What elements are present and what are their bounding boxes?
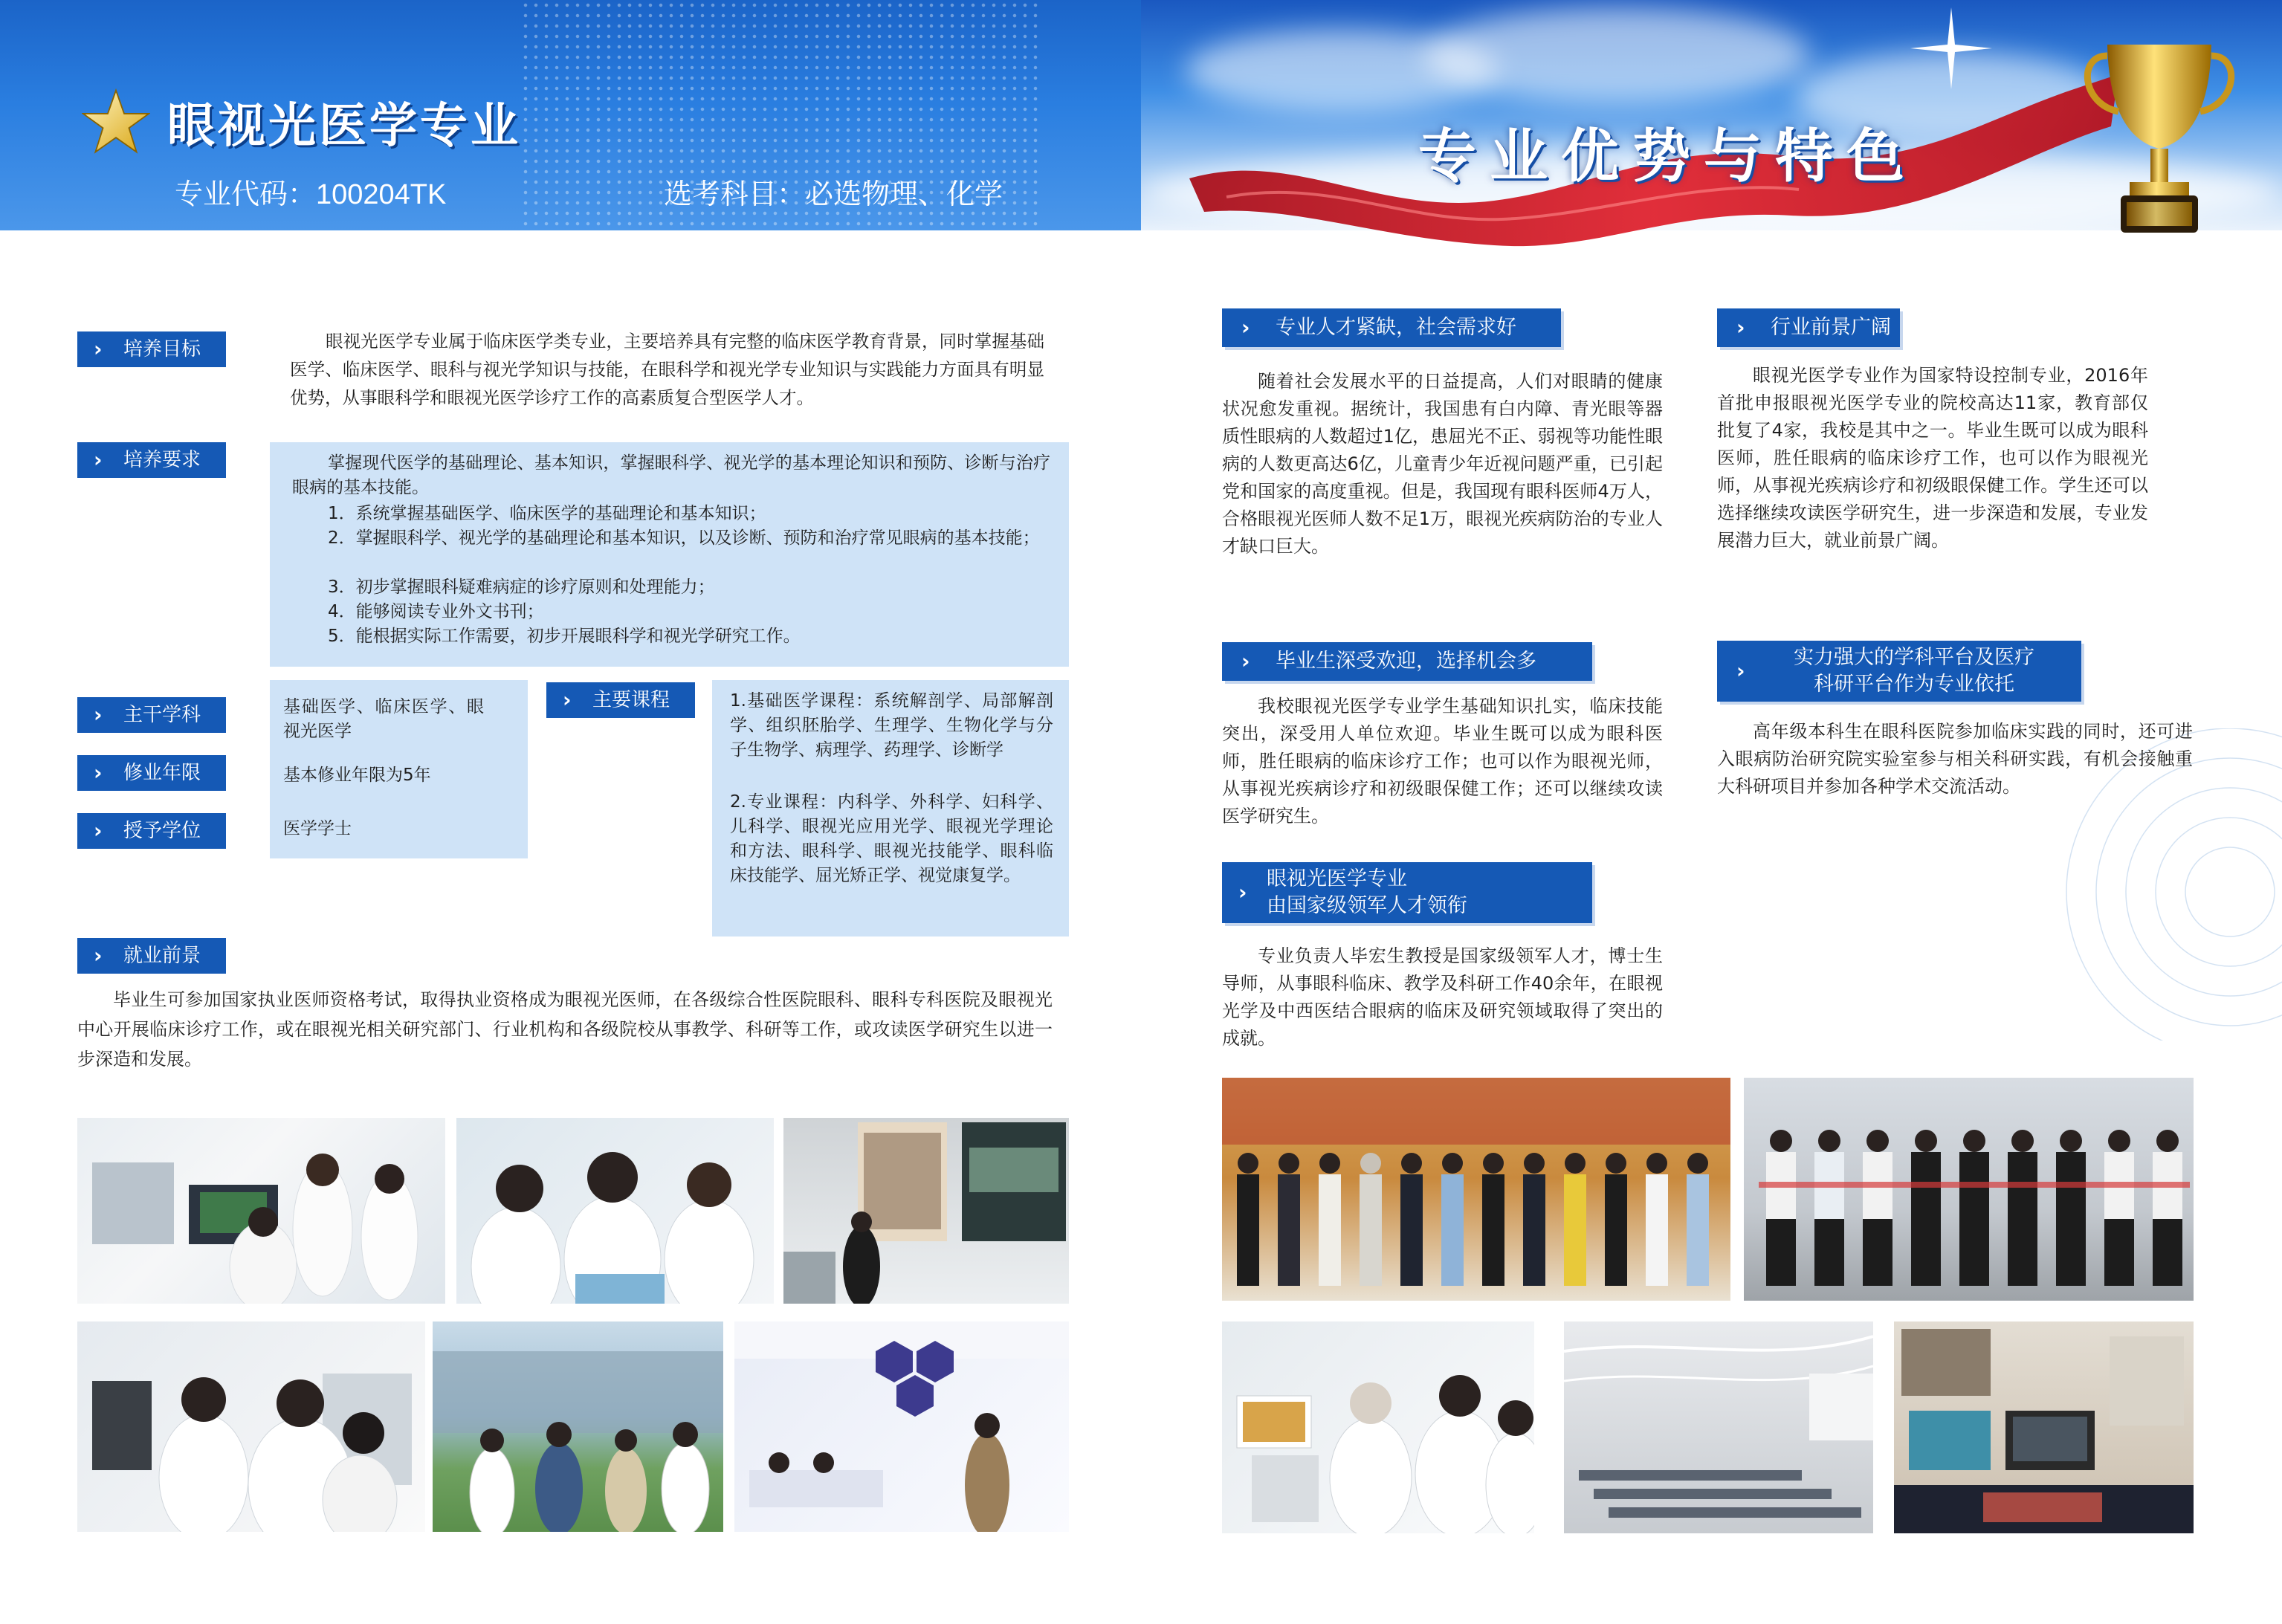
tag-leader (1222, 862, 1592, 923)
leader-text: 专业负责人毕宏生教授是国家级领军人才，博士生导师，从事眼科临床、教学及科研工作40余年，在眼视光学及中西医结合眼病的临床及研究领域取得了突出的成就。 (1222, 945, 1663, 1049)
photo-discussion (456, 1118, 774, 1304)
tag-talent-shortage (1222, 308, 1561, 347)
tag-label: 主干学科 (123, 704, 201, 726)
requirement-item: 5．能根据实际工作需要，初步开展眼科学和视光学研究工作。 (328, 627, 801, 646)
tag-label: 修业年限 (123, 762, 201, 784)
photo-lecture (783, 1118, 1069, 1304)
photo-eye-exam (77, 1321, 425, 1532)
tag-label: 授予学位 (123, 820, 201, 842)
tag-industry-outlook (1717, 308, 1900, 347)
tag-main-subjects (77, 697, 226, 733)
requirement-item: 2．掌握眼科学、视光学的基础理论和基本知识，以及诊断、预防和治疗常见眼病的基本技能； (328, 528, 1040, 548)
tag-graduates-welcome (1222, 642, 1592, 681)
chevron-right-icon: › (94, 943, 103, 968)
sparkle-icon (1910, 7, 1992, 89)
chevron-right-icon: › (1736, 659, 1745, 684)
major-courses: 2.专业课程：内科学、外科学、妇科学、儿科学、眼视光应用光学、眼视光学理论和方法、眼科学、眼视光技能学、眼科临床技能学、屈光矫正学、视觉康复学。 (730, 792, 1053, 885)
chevron-right-icon: › (94, 702, 103, 727)
tag-label: 实力强大的学科平台及医疗 (1794, 645, 2034, 669)
photo-team (1744, 1078, 2194, 1301)
training-goal-text: 眼视光医学专业属于临床医学类专业，主要培养具有完整的临床医学教育背景，同时掌握基础医学、临床医学、眼科与视光学知识与技能，在眼科学和视光学专业知识与实践能力方面具有明显优势，从事眼科学和眼视光医学诊疗工作的高素质复合型医学人才。 (290, 331, 1044, 408)
tag-label: 培养要求 (123, 449, 201, 471)
graduates-welcome-text: 我校眼视光医学专业学生基础知识扎实，临床技能突出，深受用人单位欢迎。毕业生既可以成为眼科医师，胜任眼病的临床诊疗工作；也可以作为眼视光师，从事视光疾病诊疗和初级眼保健工作；还可以继续攻读医学研究生。 (1222, 696, 1663, 826)
tag-label: 主要课程 (592, 689, 670, 711)
chevron-right-icon: › (1241, 315, 1250, 340)
requirements-intro: 掌握现代医学的基础理论、基本知识，掌握眼科学、视光学的基本理论知识和预防、诊断与治疗眼病的基本技能。 (292, 453, 1050, 497)
page-title: 眼视光医学专业 (167, 99, 521, 154)
duration-value: 基本修业年限为5年 (283, 766, 431, 785)
degree-value: 医学学士 (283, 819, 352, 838)
tag-duration (77, 755, 226, 791)
tag-training-requirements (77, 442, 226, 478)
tag-label: 毕业生深受欢迎，选择机会多 (1276, 649, 1536, 673)
main-subjects-value: 基础医学、临床医学、眼视光医学 (283, 697, 484, 741)
star-icon (82, 88, 150, 156)
tag-label: 行业前景广阔 (1771, 315, 1891, 339)
chevron-right-icon: › (1241, 649, 1250, 674)
major-code: 专业代码：100204TK (175, 179, 447, 210)
employment-text: 毕业生可参加国家执业医师资格考试，取得执业资格成为眼视光医师，在各级综合性医院眼科、眼科专科医院及眼视光中心开展临床诊疗工作，或在眼视光相关研究部门、行业机构和各级院校从事教学、科研等工作，或攻读医学研究生以进一步深造和发展。 (77, 989, 1053, 1070)
photo-campus-outdoor (433, 1321, 723, 1532)
tag-label-block (1267, 866, 1467, 920)
tag-label: 就业前景 (123, 945, 201, 967)
tag-degree (77, 813, 226, 849)
tag-label: 眼视光医学专业 (1267, 867, 1407, 890)
tag-label: 科研平台作为专业依托 (1814, 673, 2014, 696)
chevron-right-icon: › (94, 760, 103, 785)
tag-label: 专业人才紧缺，社会需求好 (1276, 315, 1516, 339)
tag-label-block (1794, 644, 2034, 699)
chevron-right-icon: › (94, 818, 103, 843)
trophy-icon (2078, 30, 2241, 245)
tag-label: 由国家级领军人才领衔 (1267, 894, 1467, 917)
chevron-right-icon: › (1238, 880, 1247, 905)
courses-box (712, 680, 1069, 936)
photo-lab-doctors (77, 1118, 445, 1304)
tag-main-courses (546, 682, 695, 718)
requirement-item: 3．初步掌握眼科疑难病症的诊疗原则和处理能力； (328, 578, 715, 597)
elective-subjects: 选考科目：必选物理、化学 (664, 179, 1003, 210)
basic-courses: 1.基础医学课程：系统解剖学、局部解剖学、组织胚胎学、生理学、生物化学与分子生物学、病理学、药理学、诊断学 (730, 691, 1053, 760)
chevron-right-icon: › (94, 337, 103, 361)
tag-label: 培养目标 (123, 338, 201, 360)
photo-lecture-hall (1564, 1321, 1873, 1533)
requirement-item: 4．能够阅读专业外文书刊； (328, 602, 544, 621)
photo-dorm-room (1894, 1321, 2194, 1533)
chevron-right-icon: › (94, 447, 103, 472)
photo-clinic-professor (1222, 1321, 1534, 1533)
section-title-advantages: 专业优势与特色 (1418, 123, 1919, 190)
tag-research-platform (1717, 641, 2081, 702)
photo-classroom (734, 1321, 1069, 1532)
talent-shortage-text: 随着社会发展水平的日益提高，人们对眼睛的健康状况愈发重视。据统计，我国患有白内障、青光眼等器质性眼病的人数超过1亿，患屈光不正、弱视等功能性眼病的人数更高达6亿，儿童青少年近视问题严重，已引起党和国家的高度重视。但是，我国现有眼科医师4万人，合格眼视光医师人数不足1万，眼视光疾病防治的专业人才缺口巨大。 (1222, 371, 1663, 557)
industry-outlook-text: 眼视光医学专业作为国家特设控制专业，2016年首批申报眼视光医学专业的院校高达11家，教育部仅批复了4家，我校是其中之一。毕业生既可以成为眼科医师，胜任眼病的临床诊疗工作，也可以作为眼视光师，从事视光疾病诊疗和初级眼保健工作。学生还可以选择继续攻读医学研究生，进一步深造和发展，专业发展潜力巨大，就业前景广阔。 (1717, 365, 2148, 551)
photo-group-leaders (1222, 1078, 1730, 1301)
tag-training-goal (77, 331, 226, 367)
tag-employment (77, 938, 226, 974)
training-requirements-box (270, 442, 1069, 667)
research-platform-text: 高年级本科生在眼科医院参加临床实践的同时，还可进入眼病防治研究院实验室参与相关科研实践，有机会接触重大科研项目并参加各种学术交流活动。 (1717, 721, 2193, 797)
chevron-right-icon: › (1736, 315, 1745, 340)
chevron-right-icon: › (563, 688, 572, 712)
requirement-item: 1．系统掌握基础医学、临床医学的基础理论和基本知识； (328, 504, 766, 523)
basic-info-box (270, 680, 528, 858)
